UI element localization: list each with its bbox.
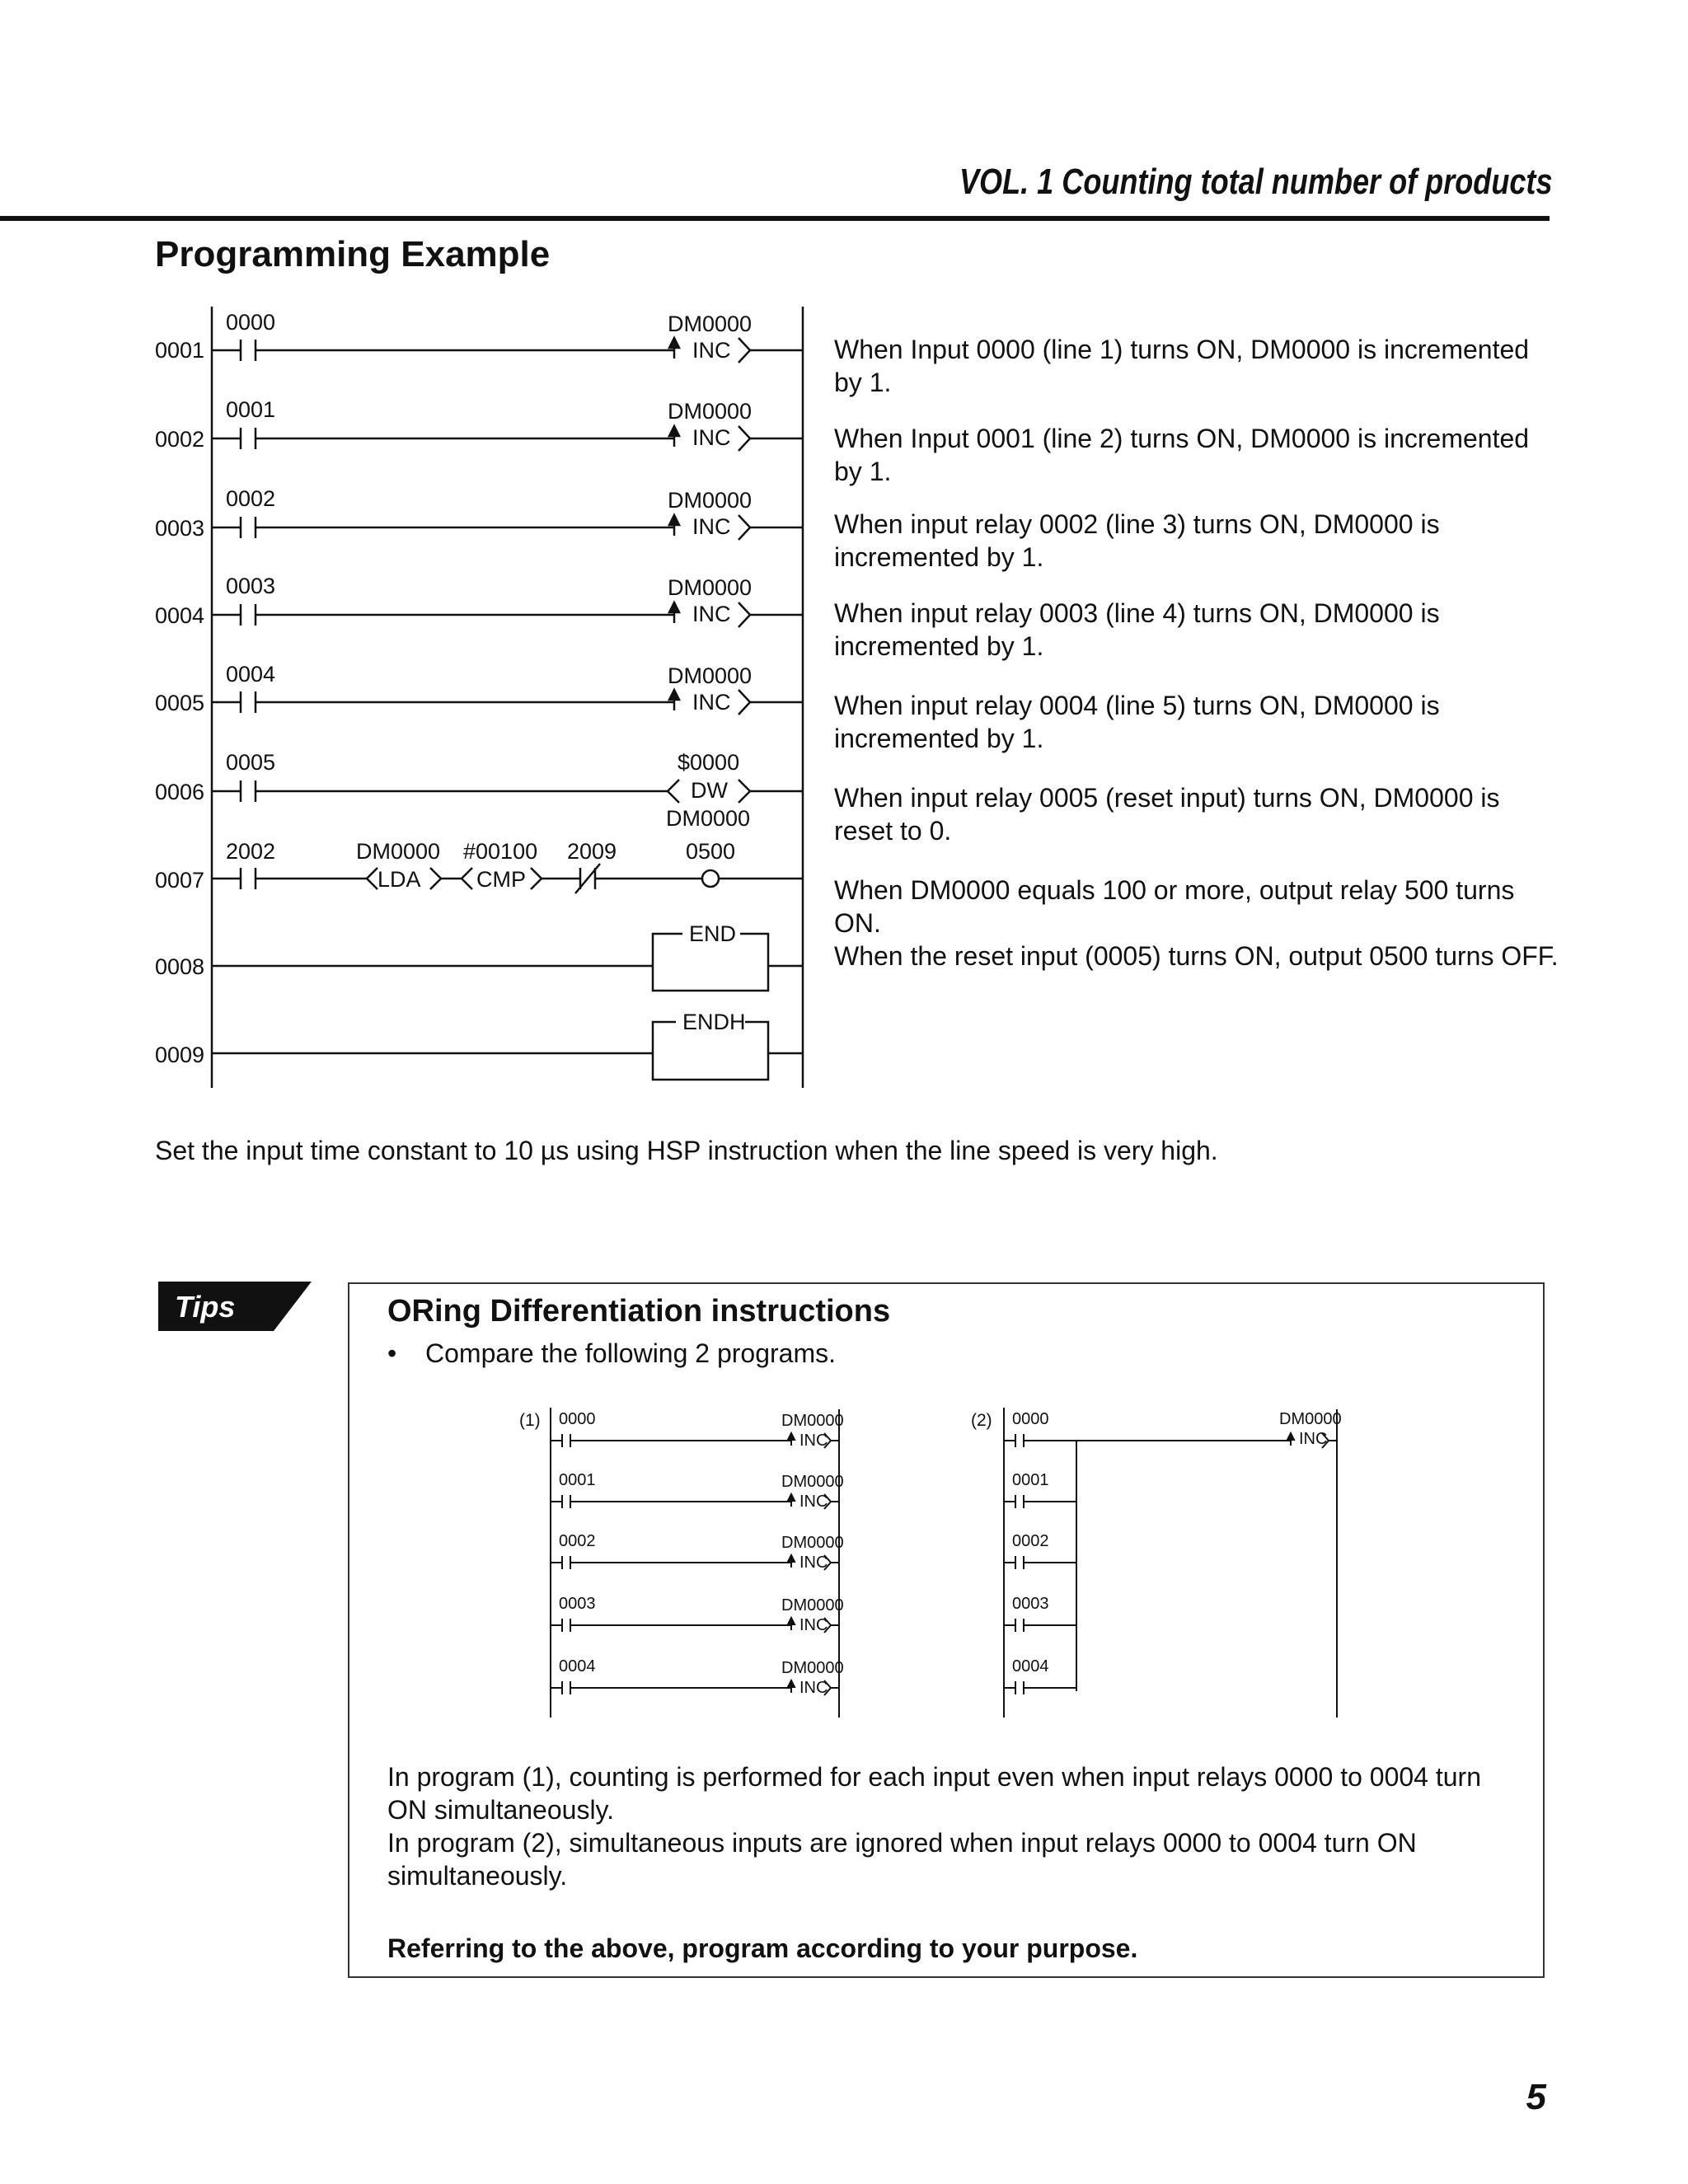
contact-label: 0004 [1012,1657,1049,1675]
p1-rung-3 [551,1532,844,1572]
rung-0009 [155,1010,803,1080]
tips-para-2: In program (2), simultaneous inputs are ignored when input relays 0000 to 0004 turn ON simultaneously. [387,1828,1417,1891]
desc-rung-7b: When the reset input (0005) turns ON, output 0500 turns OFF. [834,941,1559,971]
tips-text: Tips [175,1290,236,1324]
contact-label: 0002 [1012,1532,1049,1550]
rung-0003 [155,486,803,541]
line-number: 0007 [155,868,205,893]
hsp-note: Set the input time constant to 10 µs using HSP instruction when the line speed is very high. [155,1136,1218,1165]
rung-0002 [155,397,803,452]
rung-0001 [155,310,803,363]
desc-rung-6: When input relay 0005 (reset input) turns ON, DM0000 is reset to 0. [834,783,1500,846]
inst-label: INC [799,1616,828,1634]
tips-box [348,1282,1545,1978]
line-number: 0001 [155,338,205,363]
tips-final: Referring to the above, program according to your purpose. [387,1933,1138,1963]
header-rule [0,216,1550,221]
contact-label: 0001 [1012,1471,1049,1489]
program-2-diagram [971,1399,1367,1729]
contact-label: 0002 [226,486,276,511]
cmp-label: CMP [476,867,526,892]
tips-para-1: In program (1), counting is performed for each input even when input relays 0000 to 0004 turn ON simultaneously. [387,1762,1481,1825]
desc-rung-2: When Input 0001 (line 2) turns ON, DM0000 is incremented by 1. [834,424,1530,486]
rung-0004 [155,574,803,628]
rung-0006 [155,750,803,831]
rung-0008 [155,921,803,991]
contact-label: 0004 [559,1657,596,1675]
nc-contact-label: 2009 [567,839,617,864]
bullet-text: Compare the following 2 programs. [425,1338,837,1368]
lda-operand: DM0000 [356,839,441,864]
operand2-label: DM0000 [666,806,751,831]
inst-label: INC [692,690,731,715]
section-title: Programming Example [155,234,551,274]
line-number: 0008 [155,954,205,979]
inst-label: INC [692,338,731,363]
contact-label: 0003 [559,1595,596,1613]
operand-label: DM0000 [781,1659,844,1677]
operand-label: DM0000 [781,1473,844,1491]
header-title: VOL. 1 Counting total number of products [959,162,1553,202]
bullet-dot: • [387,1338,397,1368]
contact-label: 0000 [226,310,276,335]
lda-label: LDA [377,867,421,892]
inst-label: INC [799,1554,828,1572]
tips-bullet [387,1338,836,1369]
program-1-label: (1) [519,1411,541,1430]
line-number: 0003 [155,516,205,541]
operand-label: DM0000 [668,575,753,600]
program-1-diagram [514,1399,893,1729]
operand-label: DM0000 [781,1534,844,1552]
contact-label: 0005 [226,750,276,775]
inst-label: INC [692,425,731,450]
operand-label: DM0000 [668,399,753,424]
line-number: 0009 [155,1043,205,1067]
inst-label: INC [799,1679,828,1697]
ladder-diagram [0,297,824,1088]
operand-label: DM0000 [668,488,753,513]
rung-0007 [155,839,803,893]
page-number: 5 [1526,2077,1546,2117]
contact-label: 0003 [226,574,276,598]
line-number: 0002 [155,427,205,452]
contact-label: 2002 [226,839,276,864]
tips-title: ORing Differentiation instructions [387,1294,891,1329]
box-label: END [689,921,737,946]
operand-label: $0000 [678,750,740,775]
line-number: 0005 [155,691,205,715]
line-number: 0006 [155,780,205,804]
desc-rung-3: When input relay 0002 (line 3) turns ON, DM0000 is incremented by 1. [834,509,1440,572]
inst-label: INC [799,1493,828,1511]
operand-label: DM0000 [668,312,753,336]
contact-label: 0000 [1012,1410,1049,1428]
box-label: ENDH [682,1010,746,1034]
inst-label: INC [799,1432,828,1450]
desc-rung-7: When DM0000 equals 100 or more, output relay 500 turns ON. [834,875,1515,938]
p1-rung-2 [551,1471,844,1511]
contact-label: 0002 [559,1532,596,1550]
operand-label: DM0000 [781,1596,844,1615]
cmp-operand: #00100 [463,839,538,864]
inst-label: DW [691,778,728,803]
operand-label: DM0000 [1279,1410,1342,1428]
tips-body [387,1760,1492,1892]
tips-label [158,1282,312,1331]
p1-rung-4 [551,1595,844,1634]
inst-label: INC [692,602,731,626]
p1-rung-1 [551,1410,844,1450]
contact-label: 0001 [226,397,276,422]
desc-rung-1: When Input 0000 (line 1) turns ON, DM0000 is incremented by 1. [834,335,1530,397]
inst-label: INC [1299,1430,1328,1448]
rung-0005 [155,662,803,715]
operand-label: DM0000 [668,663,753,688]
operand-label: DM0000 [781,1412,844,1430]
contact-label: 0003 [1012,1595,1049,1613]
inst-label: INC [692,514,731,539]
contact-label: 0004 [226,662,276,687]
contact-label: 0001 [559,1471,596,1489]
coil-label: 0500 [686,839,736,864]
program-2-label: (2) [971,1411,992,1430]
desc-rung-4: When input relay 0003 (line 4) turns ON, DM0000 is incremented by 1. [834,598,1440,661]
p1-rung-5 [551,1657,844,1697]
contact-label: 0000 [559,1410,596,1428]
desc-rung-5: When input relay 0004 (line 5) turns ON, DM0000 is incremented by 1. [834,691,1440,753]
line-number: 0004 [155,603,205,628]
